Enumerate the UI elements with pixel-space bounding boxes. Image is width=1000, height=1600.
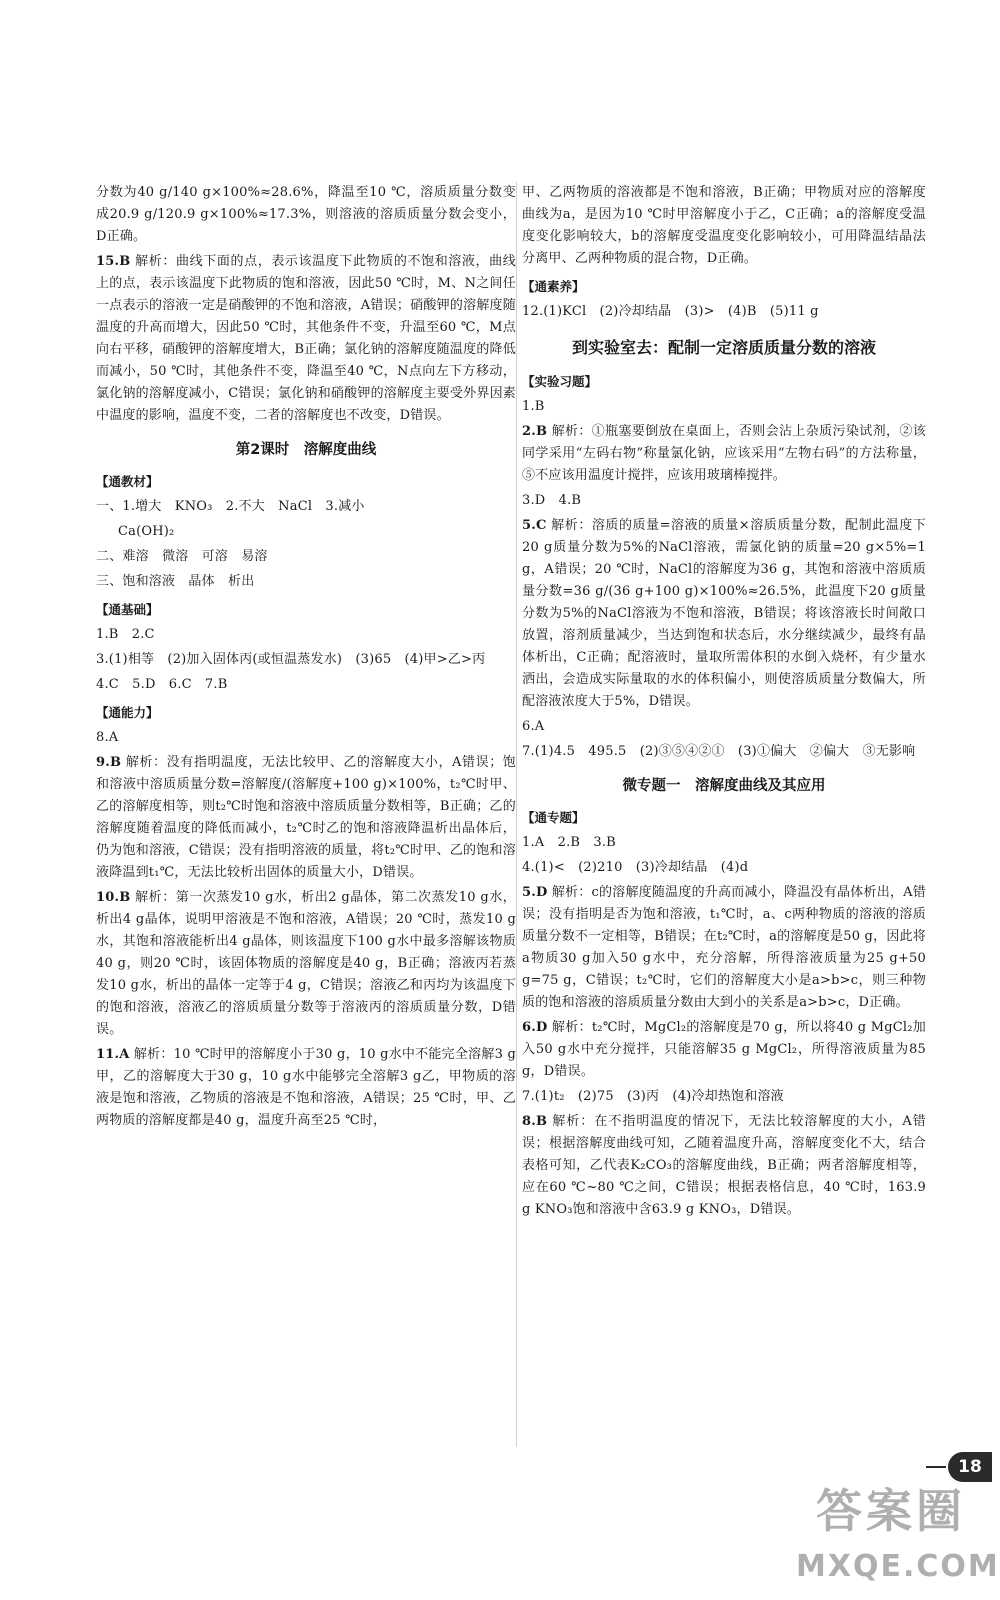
right-continuation-text: 甲、乙两物质的溶液都是不饱和溶液，B正确；甲物质对应的溶解度曲线为a，是因为10 ℃时甲溶解度小于乙，C正确；a的溶解度受温度变化影响较大，b的溶解度受温度变化影响较小，可用降温结晶法分离甲、乙两种物质的混合物，D正确。 [522,185,926,266]
answer-9-explanation: 解析：没有指明温度，无法比较甲、乙的溶解度大小，A错误；饱和溶液中溶质质量分数=溶解度/(溶解度+100 g)×100%，t₂℃时甲、乙的溶解度相等，则t₂℃时饱和溶液中溶质质量分数相等，B正确；乙的溶解度随着温度的降低而减小，t₂℃时乙的饱和溶液降温析出晶体后，仍为饱和溶液，C错误；没有指明溶液的质量，将t₂℃时甲、乙的饱和溶液降温到t₁℃，无法比较析出固体的质量大小，D错误。 [96,755,516,880]
section-tong-jiaocai: 【通教材】 [96,474,159,489]
answer-10-number: 10.B [96,890,131,905]
zhuanti-answer-8 [522,1111,926,1221]
zhuanti-answer-8-number: 8.B [522,1114,548,1129]
lab-answer-5 [522,515,926,713]
left-continuation-text: 分数为40 g/140 g×100%≈28.6%，降温至10 ℃，溶质质量分数变成20.9 g/120.9 g×100%≈17.3%，则溶液的溶质质量分数会变小，D正确。 [96,185,516,244]
lab-answer-7: 7.(1)4.5 495.5 (2)③⑤④②① (3)①偏大 ②偏大 ③无影响 [522,744,916,759]
zhuanti-answer-5-explanation: 解析：c的溶解度随温度的升高而减小，降温没有晶体析出，A错误；没有指明是否为饱和溶液，t₁℃时，a、c两种物质的溶液的溶质质量分数不一定相等，B错误；在t₂℃时，a的溶解度是50 g，因此将a物质30 g加入50 g水中，充分溶解，所得溶液质量为25 g+50 g=75 g，C错误；t₂℃时，它们的溶解度大小是a>b>c，则三种物质的饱和溶液的溶质质量分数由大到小的关系是a>b>c，D正确。 [522,885,926,1010]
zhuanti-answer-6 [522,1017,926,1083]
page-number-badge: 18 [948,1452,992,1482]
suyang-answer-12: 12.(1)KCl (2)冷却结晶 (3)> (4)B (5)11 g [522,304,819,319]
answer-11-explanation: 解析：10 ℃时甲的溶解度小于30 g，10 g水中不能完全溶解3 g甲，乙的溶解度大于30 g，10 g水中能够完全溶解3 g乙，甲物质的溶液是饱和溶液，乙物质的溶液是不饱和溶液，A错误；25 ℃时，甲、乙两物质的溶解度都是40 g，温度升高至25 ℃时， [96,1047,517,1128]
zhuanti-answers-1-3: 1.A 2.B 3.B [522,835,616,850]
section-shiyan-xiti: 【实验习题】 [522,374,598,389]
answer-11-number: 11.A [96,1047,130,1062]
lesson-title: 第2课时 溶解度曲线 [235,442,377,458]
section-tong-suyang: 【通素养】 [522,279,585,294]
lab-answer-1: 1.B [522,399,545,414]
zhuanti-answer-7: 7.(1)t₂ (2)75 (3)丙 (4)冷却热饱和溶液 [522,1089,784,1104]
lab-answer-2 [522,421,926,487]
answer-10-explanation: 解析：第一次蒸发10 g水，析出2 g晶体，第二次蒸发10 g水，析出4 g晶体，说明甲溶液是不饱和溶液，A错误；20 ℃时，蒸发10 g水，其饱和溶液能析出4 g晶体，则该温度下100 g水中最多溶解该物质40 g，则20 ℃时，该固体物质的溶解度是40 g，B正确；溶液丙若蒸发10 g水，析出的晶体一定等于4 g，C错误；溶液乙和丙均为该温度下的饱和溶液，溶液乙的溶质质量分数等于溶液丙的溶质质量分数，D错误。 [96,890,516,1037]
nengli-answer-8: 8.A [96,730,119,745]
page-number-dash [926,1466,946,1468]
zhuanti-answer-4: 4.(1)< (2)210 (3)冷却结晶 (4)d [522,860,749,875]
answer-15-number: 15.B [96,254,131,269]
answer-10 [96,887,516,1041]
zhuanti-answer-6-number: 6.D [522,1020,548,1035]
jiaocai-line-1: 一、1.增大 KNO₃ 2.不大 NaCl 3.减小 [96,499,365,514]
section-tong-zhuanti: 【通专题】 [522,810,585,825]
lab-section-title: 到实验室去：配制一定溶质质量分数的溶液 [571,338,876,357]
zhuanti-answer-5 [522,882,926,1014]
lab-answer-6: 6.A [522,719,545,734]
jichu-answers-1-2: 1.B 2.C [96,627,155,642]
answer-15 [96,251,516,427]
section-tong-nengli: 【通能力】 [96,705,159,720]
answer-9 [96,752,516,884]
answer-11 [96,1044,516,1132]
jiaocai-line-1b: Ca(OH)₂ [118,524,175,539]
answer-15-explanation: 解析：曲线下面的点，表示该温度下此物质的不饱和溶液，曲线上的点，表示该温度下此物质的饱和溶液，因此50 ℃时，M、N之间任一点表示的溶液一定是硝酸钾的不饱和溶液，A错误；硝酸钾的溶解度随温度的升高而增大，因此50 ℃时，其他条件不变，升温至60 ℃，M点向右平移，硝酸钾的溶解度增大，B正确；氯化钠的溶解度随温度的降低而减小，50 ℃时，其他条件不变，降温至40 ℃，N点向左下方移动，氯化钠的溶解度减小，C错误；氯化钠和硝酸钾的溶解度主要受外界因素中温度的影响，温度不变，二者的溶解度也不改变，D错误。 [96,254,516,423]
jiaocai-line-3: 三、饱和溶液 晶体 析出 [96,574,255,589]
zhuanti-answer-5-number: 5.D [522,885,548,900]
lab-answer-2-explanation: 解析：①瓶塞要倒放在桌面上，否则会沾上杂质污染试剂，②该同学采用“左码右物”称量氯化钠，应该采用“左物右码”的方法称量，⑤不应该用温度计搅拌，应该用玻璃棒搅拌。 [522,424,926,483]
watermark-logo: 答案圈 [816,1484,966,1538]
lab-answer-5-number: 5.C [522,518,547,533]
jichu-answers-4-7: 4.C 5.D 6.C 7.B [96,677,228,692]
lab-answers-3-4: 3.D 4.B [522,493,582,508]
left-column [96,182,516,1135]
answer-9-number: 9.B [96,755,122,770]
zhuanti-answer-6-explanation: 解析：t₂℃时，MgCl₂的溶解度是70 g，所以将40 g MgCl₂加入50 g水中充分搅拌，只能溶解35 g MgCl₂，所得溶液质量为85 g，D错误。 [522,1020,926,1079]
right-column [522,182,926,1224]
zhuanti-answer-8-explanation: 解析：在不指明温度的情况下，无法比较溶解度的大小，A错误；根据溶解度曲线可知，乙随着温度升高，溶解度变化不大，结合表格可知，乙代表K₂CO₃的溶解度曲线，B正确；两者溶解度相等，应在60 ℃~80 ℃之间，C错误；根据表格信息，40 ℃时，163.9 g KNO₃饱和溶液中含63.9 g KNO₃，D错误。 [522,1114,926,1217]
lab-answer-2-number: 2.B [522,424,548,439]
watermark-url: MXQE.COM [796,1549,1000,1584]
jichu-answer-3: 3.(1)相等 (2)加入固体丙(或恒温蒸发水) (3)65 (4)甲>乙>丙 [96,652,486,667]
column-divider [516,182,517,1447]
jiaocai-line-2: 二、难溶 微溶 可溶 易溶 [96,549,268,564]
lab-answer-5-explanation: 解析：溶质的质量=溶液的质量×溶质质量分数，配制此温度下20 g质量分数为5%的NaCl溶液，需氯化钠的质量=20 g×5%=1 g，A错误；20 ℃时，NaCl的溶解度为36 g，其饱和溶液中溶质质量分数=36 g/(36 g+100 g)×100%≈26.5%，此温度下20 g质量分数为5%的NaCl溶液为不饱和溶液，B错误；将该溶液长时间敞口放置，溶剂质量减少，当达到饱和状态后，水分继续减少，最终有晶体析出，C正确；配溶液时，量取所需体积的水倒入烧杯，有少量水洒出，会造成实际量取的水的体积偏小，则使溶质质量分数偏大，所配溶液浓度大于5%，D错误。 [522,518,926,709]
section-tong-jichu: 【通基础】 [96,602,159,617]
micro-topic-title: 微专题一 溶解度曲线及其应用 [622,778,826,794]
